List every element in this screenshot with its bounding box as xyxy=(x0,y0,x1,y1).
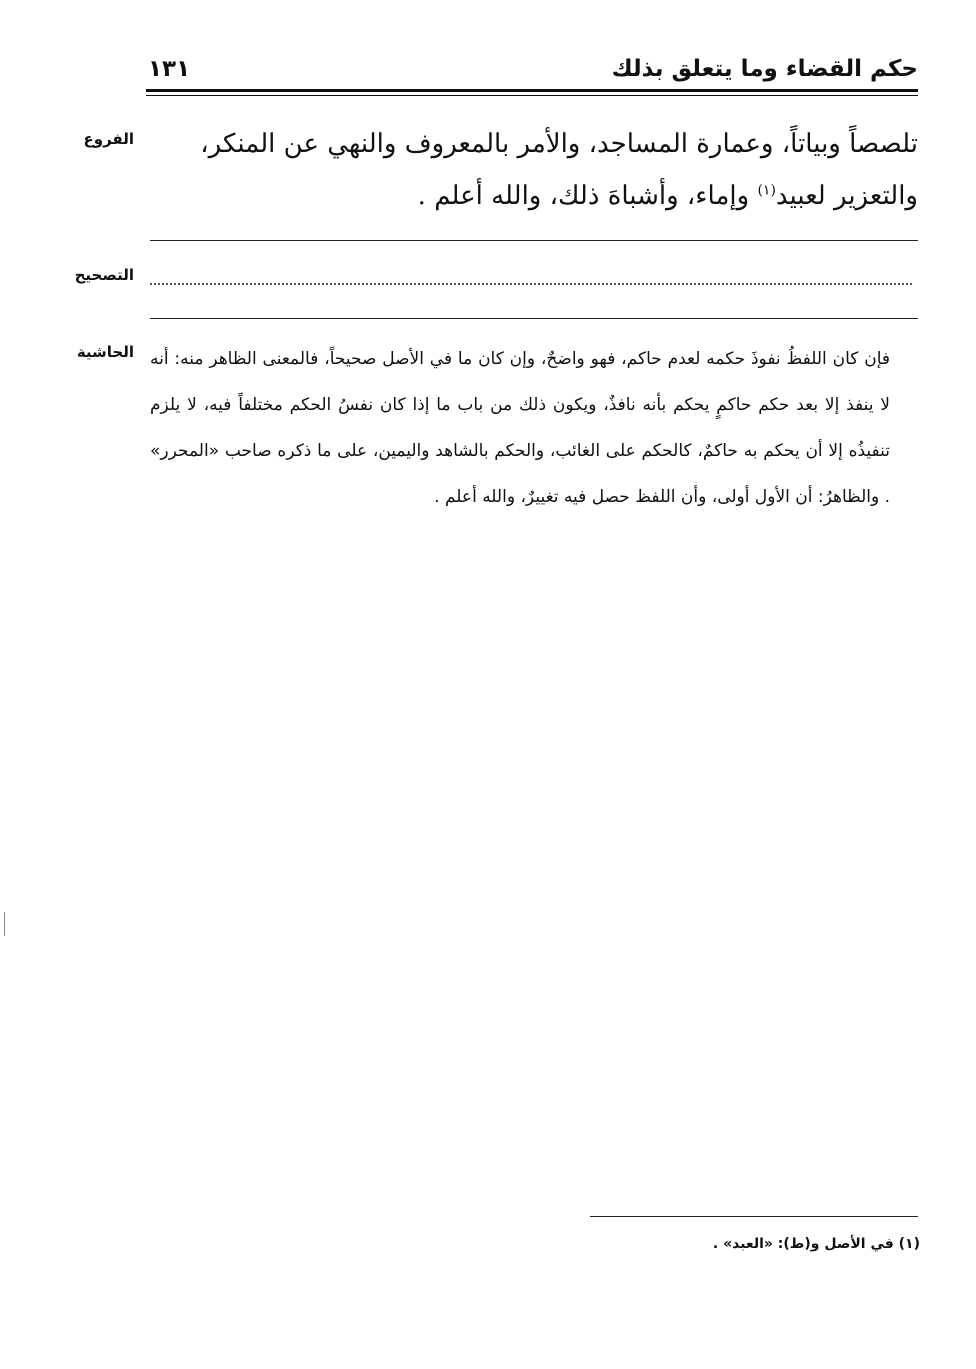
furu-label: الفروع xyxy=(83,130,134,148)
furu-line-1: تلصصاً وبياتاً، وعمارة المساجد، والأمر بالمعروف والنهي عن المنكر، xyxy=(200,129,918,159)
tashih-dotted-line xyxy=(150,283,912,285)
tashih-label: التصحيح xyxy=(74,266,134,284)
page-header xyxy=(146,52,918,92)
header-rule xyxy=(146,89,918,92)
section-divider-bottom xyxy=(150,318,918,319)
header-rule-thin xyxy=(146,95,918,96)
section-divider-top xyxy=(150,240,918,241)
furu-line-2-start: والتعزير لعبيد xyxy=(775,181,918,211)
page-number: ١٣١ xyxy=(148,56,191,82)
footnote-marker: (١) xyxy=(757,182,776,199)
hashiya-label: الحاشية xyxy=(76,343,134,361)
furu-text xyxy=(150,118,918,222)
furu-line-2 xyxy=(150,170,918,222)
footnote-rule xyxy=(590,1216,918,1217)
furu-line-2-end: وإماء، وأشباهَ ذلك، والله أعلم . xyxy=(417,181,758,211)
scan-margin-mark xyxy=(4,912,5,936)
hashiya-text: فإن كان اللفظُ نفوذَ حكمه لعدم حاكم، فهو واضحٌ، وإن كان ما في الأصل صحيحاً، فالمعنى الظاهر منه: أنه لا ينفذ إلا بعد حكم حاكمٍ يحكم بأنه نافذٌ، ويكون ذلك من باب ما إذا كان نفسُ الحكم مختلفاً فيه، لا يلزم تنفيذُه إلا أن يحكم به حاكمٌ، كالحكم على الغائب، والحكم بالشاهد واليمين، على ما ذكره صاحب «المحرر» . والظاهرُ: أن الأول أولى، وأن اللفظ حصل فيه تغييرٌ، والله أعلم . xyxy=(150,349,890,507)
running-title: حكم القضاء وما يتعلق بذلك xyxy=(611,56,918,82)
footnote: (١) في الأصل و(ط): «العبد» . xyxy=(712,1236,920,1252)
